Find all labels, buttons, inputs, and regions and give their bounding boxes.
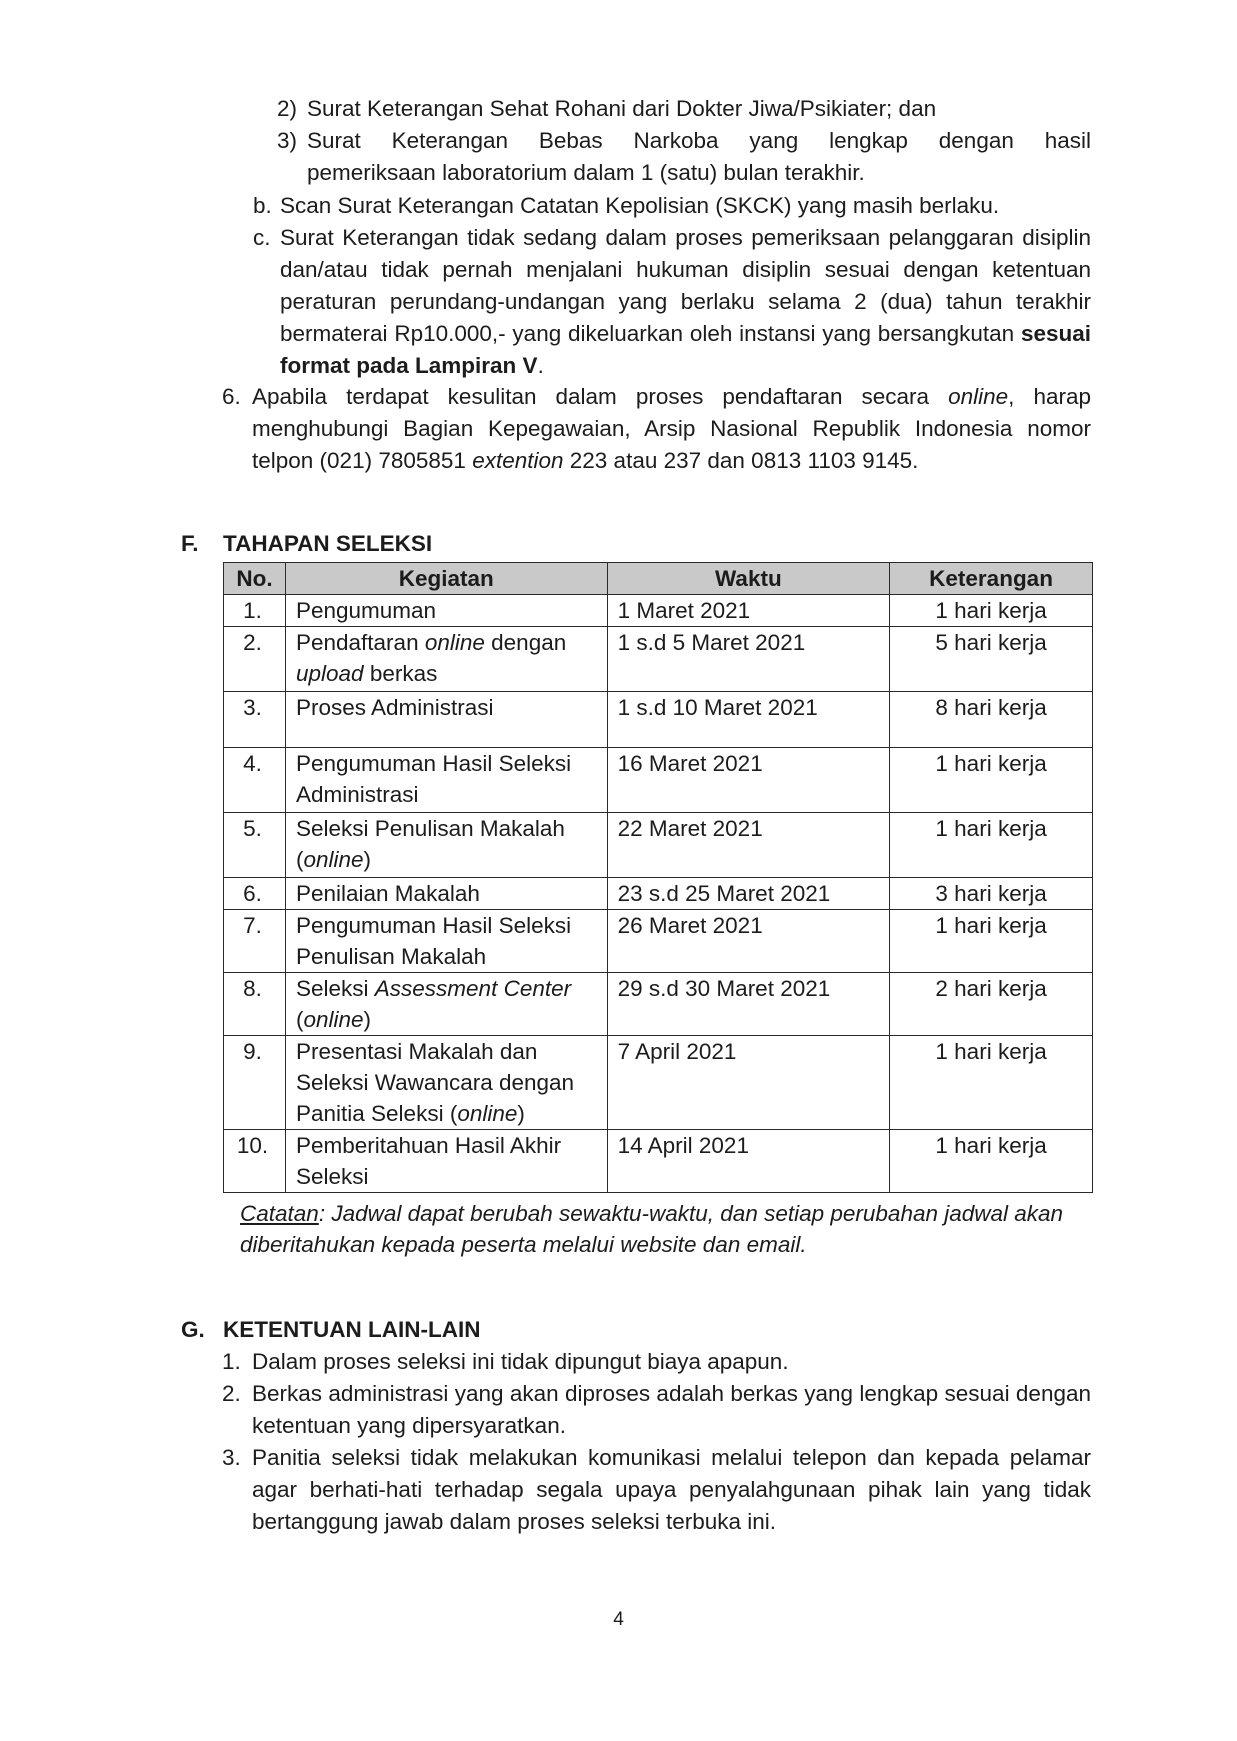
cell-kegiatan: Pemberitahuan Hasil Akhir Seleksi	[285, 1130, 607, 1193]
cell-waktu: 22 Maret 2021	[607, 813, 890, 878]
requirement-b: Scan Surat Keterangan Catatan Kepolisian (SKCK) yang masih berlaku.	[280, 193, 1000, 218]
cell-no: 9.	[224, 1036, 286, 1130]
list-number: 6.	[222, 384, 241, 409]
cell-kegiatan: Pengumuman Hasil Seleksi Penulisan Makalah	[285, 910, 607, 973]
cell-waktu: 14 April 2021	[607, 1130, 890, 1193]
cell-no: 6.	[224, 878, 286, 910]
contact-info-item: Apabila terdapat kesulitan dalam proses pendaftaran secara online, harap menghubungi Bagian Kepegawaian, Arsip Nasional Republik Indonesia nomor telpon (021) 7805851 extention 223 atau 237 dan 0813 1103 9145.	[252, 384, 1091, 473]
schedule-note	[240, 1198, 1090, 1260]
cell-no: 7.	[224, 910, 286, 973]
table-row	[224, 1130, 1093, 1193]
list-letter: c.	[253, 225, 271, 250]
provision-item: Berkas administrasi yang akan diproses adalah berkas yang lengkap sesuai dengan ketentuan yang dipersyaratkan.	[252, 1381, 1091, 1438]
cell-keterangan: 1 hari kerja	[890, 1130, 1093, 1193]
requirement-item-3-line2: pemeriksaan laboratorium dalam 1 (satu) bulan terakhir.	[307, 160, 865, 185]
provision-item: Panitia seleksi tidak melakukan komunikasi melalui telepon dan kepada pelamar agar berhati-hati terhadap segala upaya penyalahgunaan pihak lain yang tidak bertanggung jawab dalam proses seleksi terbuka ini.	[252, 1445, 1091, 1534]
cell-kegiatan: Seleksi Assessment Center (online)	[285, 973, 607, 1036]
list-number: 2.	[222, 1381, 241, 1406]
cell-no: 2.	[224, 627, 286, 692]
page-number: 4	[613, 1609, 624, 1630]
section-f-title: TAHAPAN SELEKSI	[223, 531, 433, 556]
table-row	[224, 595, 1093, 627]
cell-waktu: 1 s.d 10 Maret 2021	[607, 692, 890, 748]
header-no: No.	[224, 563, 286, 595]
requirement-item-3-line1: Surat Keterangan Bebas Narkoba yang lengkap dengan hasil	[307, 128, 1091, 153]
section-g-title: KETENTUAN LAIN-LAIN	[223, 1317, 481, 1342]
cell-waktu: 23 s.d 25 Maret 2021	[607, 878, 890, 910]
section-f-letter: F.	[181, 531, 199, 556]
cell-keterangan: 3 hari kerja	[890, 878, 1093, 910]
selection-schedule-table	[223, 562, 1093, 1193]
note-text: : Jadwal dapat berubah sewaktu-waktu, dan setiap perubahan jadwal akan diberitahukan kepada peserta melalui website dan email.	[240, 1201, 1064, 1257]
list-number: 1.	[222, 1349, 241, 1374]
table-row	[224, 878, 1093, 910]
table-header-row	[224, 563, 1093, 595]
table-row	[224, 627, 1093, 692]
cell-keterangan: 1 hari kerja	[890, 748, 1093, 813]
requirement-item-2: Surat Keterangan Sehat Rohani dari Dokter Jiwa/Psikiater; dan	[307, 96, 937, 121]
table-row	[224, 973, 1093, 1036]
cell-no: 3.	[224, 692, 286, 748]
cell-keterangan: 1 hari kerja	[890, 595, 1093, 627]
table-row	[224, 910, 1093, 973]
cell-no: 8.	[224, 973, 286, 1036]
cell-kegiatan: Pengumuman	[285, 595, 607, 627]
header-keterangan: Keterangan	[890, 563, 1093, 595]
list-number: 3)	[277, 128, 298, 153]
requirement-c: Surat Keterangan tidak sedang dalam proses pemeriksaan pelanggaran disiplin dan/atau tidak pernah menjalani hukuman disiplin sesuai dengan ketentuan peraturan perundang-undangan yang berlaku selama 2 (dua) tahun terakhir bermaterai Rp10.000,- yang dikeluarkan oleh instansi yang bersangkutan sesuai format pada Lampiran V.	[280, 225, 1091, 378]
cell-waktu: 16 Maret 2021	[607, 748, 890, 813]
table-row	[224, 1036, 1093, 1130]
note-label: Catatan	[240, 1201, 319, 1226]
table-row	[224, 748, 1093, 813]
provision-item: Dalam proses seleksi ini tidak dipungut biaya apapun.	[252, 1349, 789, 1374]
cell-kegiatan: Penilaian Makalah	[285, 878, 607, 910]
header-waktu: Waktu	[607, 563, 890, 595]
cell-keterangan: 1 hari kerja	[890, 910, 1093, 973]
cell-kegiatan: Presentasi Makalah dan Seleksi Wawancara dengan Panitia Seleksi (online)	[285, 1036, 607, 1130]
cell-waktu: 1 Maret 2021	[607, 595, 890, 627]
header-kegiatan: Kegiatan	[285, 563, 607, 595]
cell-kegiatan: Seleksi Penulisan Makalah (online)	[285, 813, 607, 878]
bold-lampiran: sesuai format pada Lampiran V	[280, 321, 1091, 378]
cell-waktu: 7 April 2021	[607, 1036, 890, 1130]
cell-waktu: 26 Maret 2021	[607, 910, 890, 973]
cell-no: 1.	[224, 595, 286, 627]
cell-waktu: 29 s.d 30 Maret 2021	[607, 973, 890, 1036]
section-g-letter: G.	[181, 1317, 205, 1342]
cell-kegiatan: Proses Administrasi	[285, 692, 607, 748]
list-letter: b.	[253, 193, 272, 218]
cell-no: 4.	[224, 748, 286, 813]
cell-keterangan: 5 hari kerja	[890, 627, 1093, 692]
cell-keterangan: 1 hari kerja	[890, 1036, 1093, 1130]
cell-no: 5.	[224, 813, 286, 878]
cell-kegiatan: Pendaftaran online dengan upload berkas	[285, 627, 607, 692]
list-number: 2)	[277, 96, 298, 121]
list-number: 3.	[222, 1445, 241, 1470]
cell-no: 10.	[224, 1130, 286, 1193]
table-row	[224, 692, 1093, 748]
cell-kegiatan: Pengumuman Hasil Seleksi Administrasi	[285, 748, 607, 813]
cell-keterangan: 2 hari kerja	[890, 973, 1093, 1036]
cell-waktu: 1 s.d 5 Maret 2021	[607, 627, 890, 692]
cell-keterangan: 8 hari kerja	[890, 692, 1093, 748]
cell-keterangan: 1 hari kerja	[890, 813, 1093, 878]
table-row	[224, 813, 1093, 878]
